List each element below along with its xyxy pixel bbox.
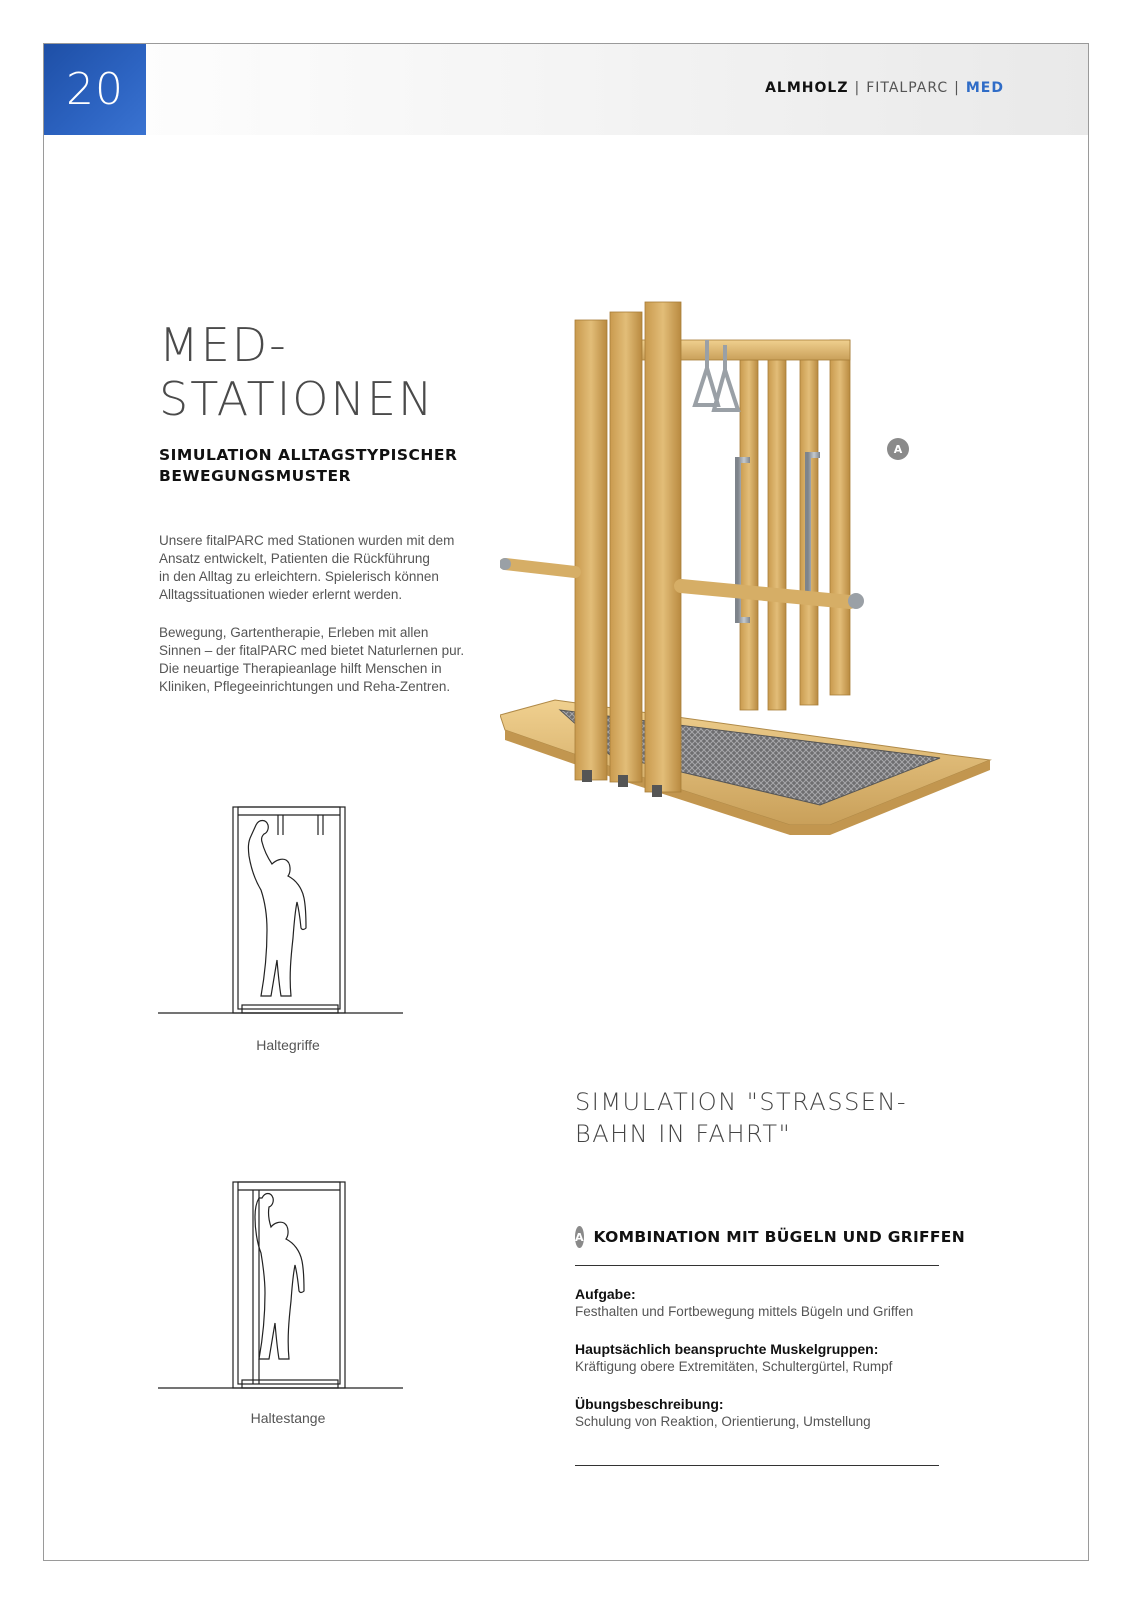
page-number-box: [44, 44, 146, 135]
marker-a: A: [575, 1226, 584, 1248]
intro-paragraph-2: [159, 624, 479, 696]
text-line: Ansatz entwickelt, Patienten die Rückführung: [159, 551, 430, 566]
simulation-title-line: BAHN IN FAHRT": [575, 1120, 792, 1148]
info-muscles: [575, 1340, 945, 1376]
text-line: in den Alltag zu erleichtern. Spielerisch können: [159, 569, 439, 584]
divider: [575, 1265, 939, 1266]
text-line: Die neuartige Therapieanlage hilft Menschen in: [159, 661, 442, 676]
text-line: Bewegung, Gartentherapie, Erleben mit allen: [159, 625, 429, 640]
front-frame: [575, 302, 681, 797]
page-title: [159, 318, 434, 426]
page-number: 20: [66, 64, 124, 115]
info-label: Aufgabe:: [575, 1286, 636, 1302]
brand-separator: |: [854, 80, 861, 96]
intro-paragraph-1: [159, 532, 479, 604]
combination-title: KOMBINATION MIT BÜGELN UND GRIFFEN: [593, 1228, 965, 1246]
text-line: Sinnen – der fitalPARC med bietet Naturlernen pur.: [159, 643, 465, 658]
person-holding-bar-icon: [255, 1194, 304, 1360]
simulation-title-line: SIMULATION "STRASSEN-: [575, 1088, 908, 1116]
text-line: Kliniken, Pflegeeinrichtungen und Reha-Zentren.: [159, 679, 451, 694]
text-line: Alltagssituationen wieder erlernt werden.: [159, 587, 403, 602]
diagram-haltestange: [158, 1180, 408, 1400]
subheading-line: BEWEGUNGSMUSTER: [159, 467, 352, 485]
platform-base: [500, 700, 990, 835]
info-label: Übungsbeschreibung:: [575, 1396, 724, 1412]
brand-name: ALMHOLZ: [765, 80, 849, 96]
person-holding-grip-icon: [248, 821, 306, 997]
info-label: Hauptsächlich beanspruchte Muskelgruppen:: [575, 1341, 879, 1357]
combination-heading: [575, 1226, 965, 1248]
simulation-title: [575, 1086, 907, 1150]
caption-haltestange: Haltestange: [250, 1410, 326, 1426]
text-line: Unsere fitalPARC med Stationen wurden mit dem: [159, 533, 455, 548]
brand-separator: |: [954, 80, 960, 96]
info-value: Kräftigung obere Extremitäten, Schultergürtel, Rumpf: [575, 1359, 893, 1374]
caption-haltegriffe: Haltegriffe: [256, 1037, 320, 1053]
marker-a: A: [887, 438, 909, 460]
brand-category: FITALPARC: [866, 80, 949, 96]
divider: [575, 1465, 939, 1466]
info-exercise: [575, 1395, 945, 1431]
info-task: [575, 1285, 945, 1321]
product-illustration: [500, 300, 1020, 860]
info-value: Schulung von Reaktion, Orientierung, Umstellung: [575, 1414, 871, 1429]
title-line: STATIONEN: [159, 372, 435, 426]
brand-section: MED: [965, 80, 1004, 96]
subheading-line: SIMULATION ALLTAGSTYPISCHER: [159, 446, 458, 464]
brand-line: [765, 80, 1004, 96]
title-line: MED-: [159, 318, 288, 372]
subheading: [159, 445, 479, 487]
info-value: Festhalten und Fortbewegung mittels Bügeln und Griffen: [575, 1304, 914, 1319]
diagram-haltegriffe: [158, 805, 408, 1025]
